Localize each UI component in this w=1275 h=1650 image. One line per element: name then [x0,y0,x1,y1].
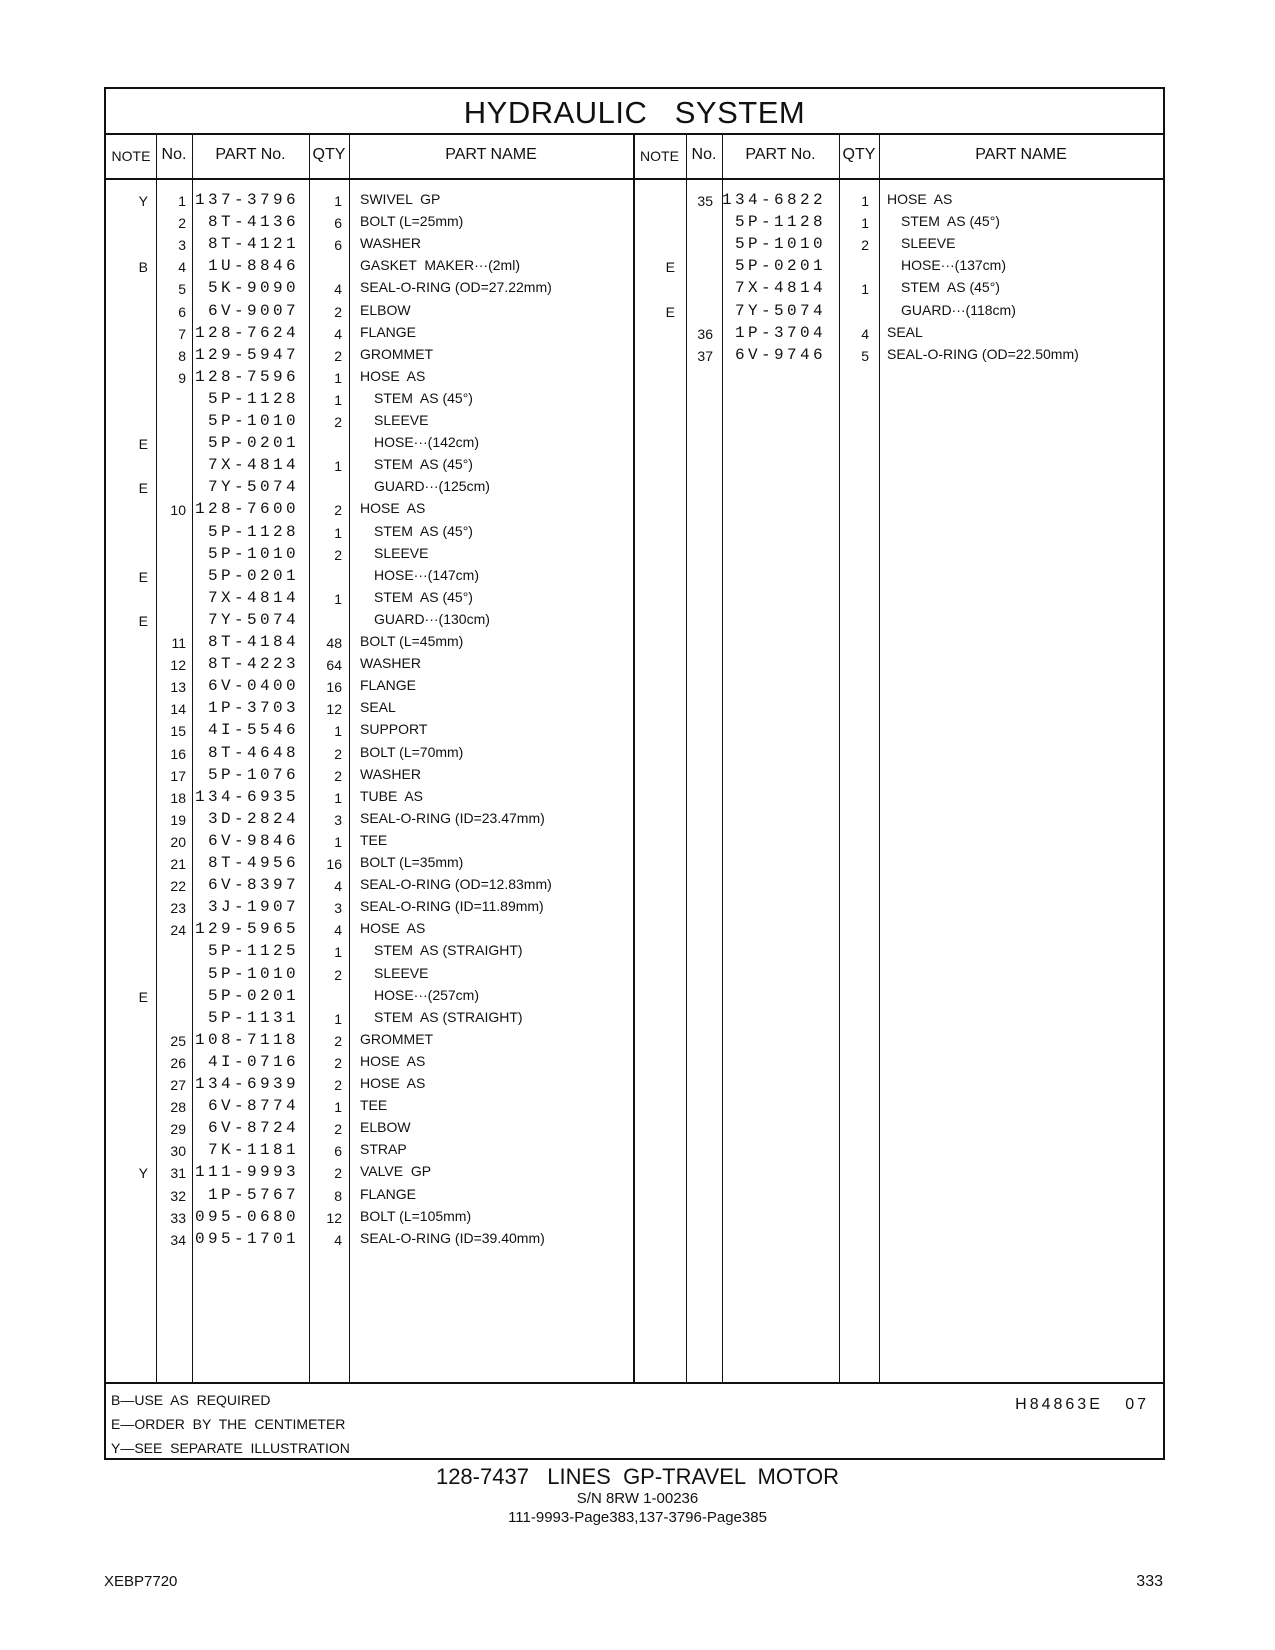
part-name: SLEEVE [374,964,429,981]
part-name: HOSE AS [360,500,426,517]
item-number: 23 [170,900,186,917]
part-number: 128-7596 [194,367,299,386]
quantity: 2 [334,1054,342,1071]
part-number: 8T-4223 [207,655,299,674]
section-title: HYDRAULIC SYSTEM [463,95,806,130]
quantity: 1 [334,524,342,541]
part-name: HOSE AS [360,367,426,384]
part-number: 6V-0400 [207,677,299,696]
part-number: 111-9993 [194,1163,299,1182]
part-number: 7Y-5074 [207,478,299,497]
part-number: 6V-9846 [207,831,299,850]
part-name: HOSE AS [887,191,953,207]
part-number: 8T-4136 [207,213,299,232]
part-number: 5P-0201 [207,434,299,453]
part-name: HOSE···(142cm) [374,434,480,451]
quantity: 1 [334,369,342,386]
part-name: VALVE GP [360,1163,432,1180]
part-number: 7Y-5074 [207,610,299,629]
header-qty: QTY [312,146,346,163]
quantity: 1 [334,590,342,607]
part-number: 7Y-5074 [734,301,826,320]
part-name: STEM AS (45°) [374,588,473,605]
quantity: 48 [326,635,342,651]
item-number: 4 [178,259,186,276]
quantity: 6 [334,237,342,254]
part-name: HOSE···(137cm) [901,257,1007,274]
note-cell: E [138,568,148,585]
quantity: 2 [334,1165,342,1182]
quantity: 1 [334,193,342,209]
item-number: 5 [178,281,186,298]
quantity: 6 [334,1143,342,1160]
item-number: 27 [170,1077,186,1093]
quantity: 4 [334,281,342,298]
item-number: 34 [170,1231,186,1248]
item-number: 3 [178,237,186,254]
item-number: 29 [170,1121,186,1138]
item-number: 14 [170,701,186,718]
part-number: 7X-4814 [734,279,826,298]
item-number: 25 [170,1032,186,1049]
part-number: 129-5965 [194,920,299,939]
col-divider [633,133,635,1383]
quantity: 3 [334,900,342,917]
item-number: 35 [697,193,713,209]
quantity: 4 [334,922,342,939]
part-name: FLANGE [360,323,417,340]
header-part-name: PART NAME [445,146,537,163]
quantity: 2 [861,237,869,254]
part-number: 6V-9007 [207,301,299,320]
note-cell: B [138,259,148,276]
part-number: 6V-8724 [207,1119,299,1138]
item-number: 8 [178,347,186,364]
quantity: 16 [326,856,342,872]
part-number: 5P-1128 [207,522,299,541]
quantity: 2 [334,502,342,519]
item-number: 18 [170,789,186,806]
part-number: 134-6822 [721,191,826,209]
part-name: SEAL-O-RING (ID=23.47mm) [360,809,545,826]
part-number: 7K-1181 [207,1141,299,1160]
part-name: WASHER [360,235,421,252]
part-number: 134-6935 [194,787,299,806]
item-number: 16 [170,745,186,762]
header-note: NOTE [111,148,151,164]
part-name: GUARD···(125cm) [374,478,490,495]
part-name: BOLT (L=45mm) [360,633,464,649]
quantity: 3 [334,811,342,828]
part-number: 8T-4648 [207,743,299,762]
part-number: 137-3796 [194,191,299,209]
legend-y: Y—SEE SEPARATE ILLUSTRATION [111,1440,350,1456]
part-name: SEAL-O-RING (OD=12.83mm) [360,876,552,893]
page-number: 333 [1136,1573,1163,1590]
part-number: 1P-3704 [734,323,826,342]
quantity: 4 [334,878,342,895]
part-name: SEAL [887,323,923,340]
col-divider [722,133,723,1383]
part-name: GROMMET [360,345,434,362]
quantity: 12 [326,701,342,718]
part-number: 4I-5546 [207,721,299,740]
quantity: 8 [334,1187,342,1204]
item-number: 22 [170,878,186,895]
note-cell: E [138,480,148,497]
part-number: 5P-0201 [207,986,299,1005]
part-name: SEAL-O-RING (ID=39.40mm) [360,1229,545,1246]
quantity: 4 [861,325,869,342]
part-name: SUPPORT [360,721,428,738]
quantity: 2 [334,546,342,563]
part-name: GUARD···(130cm) [374,610,490,627]
quantity: 1 [334,789,342,806]
part-name: WASHER [360,655,421,672]
part-name: HOSE···(257cm) [374,986,480,1003]
part-name: HOSE···(147cm) [374,566,480,583]
part-name: GASKET MAKER···(2ml) [360,257,520,274]
part-name: BOLT (L=70mm) [360,743,464,760]
part-name: SLEEVE [374,544,429,561]
note-cell: E [138,436,148,453]
part-number: 3J-1907 [207,898,299,917]
quantity: 6 [334,215,342,232]
legend-e: E—ORDER BY THE CENTIMETER [111,1416,346,1432]
note-cell: E [138,988,148,1005]
item-number: 33 [170,1209,186,1226]
part-number: 5P-1128 [734,213,826,232]
note-cell: E [665,259,675,276]
part-name: SEAL-O-RING (OD=22.50mm) [887,345,1079,362]
part-name: FLANGE [360,677,417,694]
part-name: SLEEVE [374,412,429,428]
part-number: 5P-0201 [734,257,826,276]
quantity: 2 [334,745,342,762]
part-name: GROMMET [360,1030,434,1047]
part-name: FLANGE [360,1185,417,1202]
part-number: 5P-1131 [207,1008,299,1027]
group-title: 128-7437 LINES GP-TRAVEL MOTOR [435,1464,840,1489]
quantity: 1 [334,1099,342,1116]
quantity: 2 [334,303,342,320]
illustration-code: H84863E 07 [1015,1396,1149,1413]
part-number: 6V-8397 [207,876,299,895]
item-number: 37 [697,347,713,364]
page-references: 111-9993-Page383,137-3796-Page385 [508,1509,767,1526]
quantity: 2 [334,414,342,430]
header-no: No. [161,146,187,163]
item-number: 10 [170,502,186,519]
part-name: SEAL [360,699,396,716]
part-name: HOSE AS [360,1075,426,1091]
quantity: 2 [334,1121,342,1138]
serial-number: S/N 8RW 1-00236 [576,1490,699,1507]
part-name: STRAP [360,1141,407,1158]
part-number: 5P-1128 [207,389,299,408]
item-number: 32 [170,1187,186,1204]
part-number: 095-0680 [194,1207,299,1226]
item-number: 11 [171,635,186,651]
part-name: STEM AS (45°) [374,456,473,473]
part-number: 5K-9090 [207,279,299,298]
item-number: 2 [178,215,186,232]
item-number: 24 [170,922,186,939]
quantity: 4 [334,325,342,342]
header-no: No. [691,146,717,163]
part-name: HOSE AS [360,920,426,937]
part-name: STEM AS (STRAIGHT) [374,1008,523,1025]
part-name: TEE [360,1097,388,1114]
part-name: STEM AS (45°) [901,279,1000,296]
quantity: 1 [861,281,869,298]
part-number: 095-1701 [194,1229,299,1248]
item-number: 15 [170,723,186,740]
part-name: SLEEVE [901,235,956,252]
part-name: STEM AS (45°) [374,522,473,539]
quantity: 2 [334,1077,342,1093]
item-number: 28 [170,1099,186,1116]
quantity: 1 [861,193,869,209]
item-number: 31 [170,1165,186,1182]
item-number: 6 [178,303,186,320]
part-number: 5P-0201 [207,566,299,585]
item-number: 1 [178,193,186,209]
quantity: 1 [861,215,869,232]
part-number: 6V-9746 [734,345,826,364]
part-number: 8T-4184 [207,633,299,651]
part-number: 134-6939 [194,1075,299,1093]
item-number: 19 [170,811,186,828]
part-number: 128-7600 [194,500,299,519]
part-name: BOLT (L=35mm) [360,854,464,870]
part-number: 129-5947 [194,345,299,364]
part-name: SWIVEL GP [360,191,441,207]
note-cell: Y [138,1165,148,1182]
part-name: GUARD···(118cm) [901,301,1016,318]
part-number: 7X-4814 [207,588,299,607]
item-number: 17 [170,767,186,784]
item-number: 13 [170,679,186,696]
quantity: 2 [334,1032,342,1049]
part-number: 8T-4956 [207,854,299,872]
part-name: ELBOW [360,1119,411,1136]
quantity: 1 [334,723,342,740]
part-name: TEE [360,831,388,848]
col-divider [839,133,840,1383]
part-number: 5P-1010 [207,412,299,430]
part-name: BOLT (L=105mm) [360,1207,472,1224]
header-note: NOTE [640,148,679,164]
note-cell: E [138,612,148,629]
quantity: 5 [861,347,869,364]
col-divider [686,133,687,1383]
item-number: 20 [170,833,186,850]
part-number: 4I-0716 [207,1052,299,1071]
part-name: HOSE AS [360,1052,426,1069]
quantity: 2 [334,767,342,784]
note-cell: E [665,303,675,320]
item-number: 26 [170,1054,186,1071]
item-number: 21 [170,856,186,872]
part-number: 7X-4814 [207,456,299,475]
header-part-no: PART No. [745,146,816,163]
part-number: 5P-1010 [207,964,299,983]
part-number: 3D-2824 [207,809,299,828]
quantity: 64 [326,657,342,674]
item-number: 12 [170,657,186,674]
quantity: 1 [334,458,342,475]
part-name: TUBE AS [360,787,424,804]
part-number: 108-7118 [194,1030,299,1049]
col-divider [879,133,880,1383]
header-qty: QTY [842,146,876,163]
part-number: 1P-5767 [207,1185,299,1204]
part-number: 128-7624 [194,323,299,342]
part-name: BOLT (L=25mm) [360,213,464,230]
part-number: 5P-1010 [734,235,826,254]
part-name: SEAL-O-RING (OD=27.22mm) [360,279,552,296]
quantity: 4 [334,1231,342,1248]
part-number: 5P-1125 [207,942,299,961]
quantity: 2 [334,966,342,983]
col-divider [349,133,350,1383]
document-id: XEBP7720 [104,1573,178,1590]
note-cell: Y [138,193,148,209]
legend-b: B—USE AS REQUIRED [111,1392,271,1408]
part-name: WASHER [360,765,421,782]
part-number: 1P-3703 [207,699,299,718]
part-name: SEAL-O-RING (ID=11.89mm) [360,898,544,915]
item-number: 9 [178,369,186,386]
quantity: 2 [334,347,342,364]
part-number: 1U-8846 [207,257,299,276]
quantity: 1 [334,833,342,850]
item-number: 7 [178,325,186,342]
quantity: 16 [326,679,342,696]
quantity: 1 [334,1010,342,1027]
part-name: STEM AS (STRAIGHT) [374,942,523,959]
item-number: 30 [170,1143,186,1160]
quantity: 1 [334,391,342,408]
header-part-no: PART No. [215,146,286,163]
part-number: 5P-1010 [207,544,299,563]
item-number: 36 [697,325,713,342]
part-number: 6V-8774 [207,1097,299,1116]
quantity: 1 [334,944,342,961]
part-number: 5P-1076 [207,765,299,784]
part-name: STEM AS (45°) [901,213,1000,230]
part-number: 8T-4121 [207,235,299,254]
part-name: STEM AS (45°) [374,389,473,406]
part-name: ELBOW [360,301,411,318]
header-part-name: PART NAME [975,146,1067,163]
quantity: 12 [326,1209,342,1226]
parts-table-frame [104,87,1165,1460]
